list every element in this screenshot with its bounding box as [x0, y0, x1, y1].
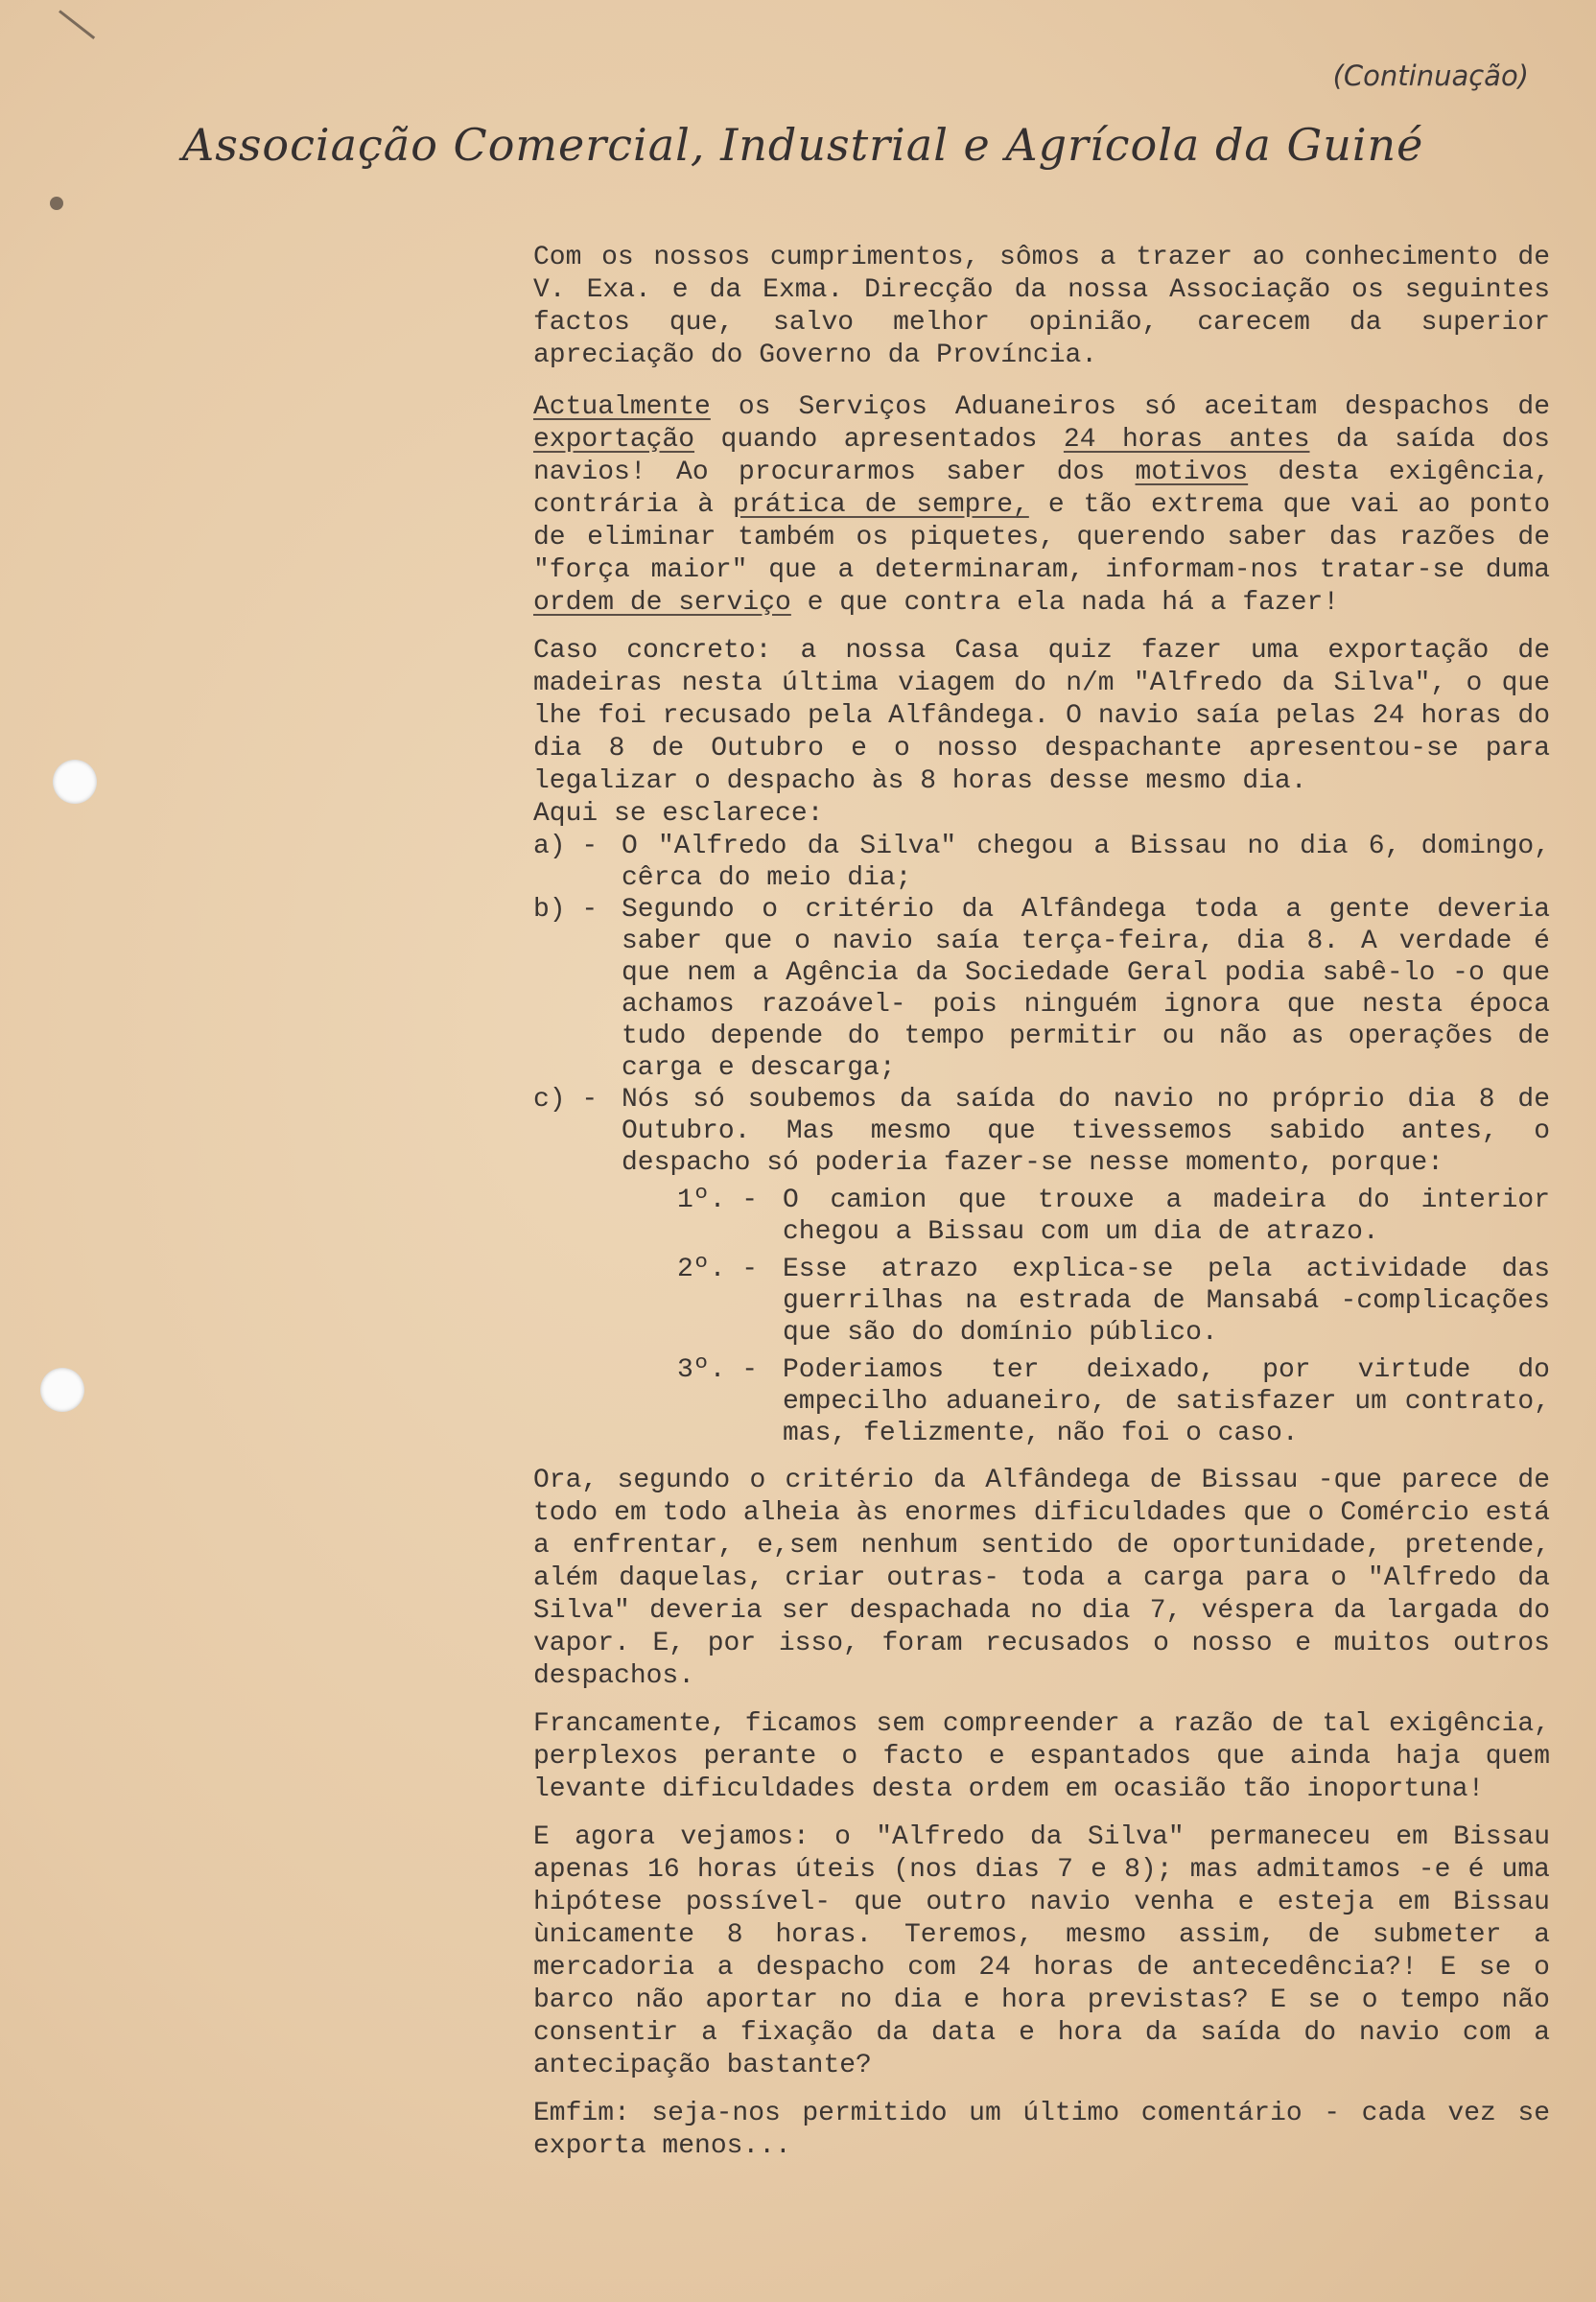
list-text: O "Alfredo da Silva" chegou a Bissau no dia 6, domingo, cêrca do meio dia; [622, 832, 1550, 893]
text-run: e que contra ela nada há a fazer! [790, 588, 1340, 618]
paragraph-1: Com os nossos cumprimentos, sômos a trazer ao conhecimento de V. Exa. e da Exma. Direcção da nossa Associação os seguintes factos que, salvo melhor opinião, carecem da superior apreciação do Governo da Província. [533, 243, 1550, 370]
paragraph-5: Francamente, ficamos sem compreender a razão de tal exigência, perplexos perante o facto e espantados que ainda haja quem levante dificuldades desta ordem em ocasião tão inoportuna! [533, 1709, 1550, 1804]
list-label: b) - [533, 895, 598, 925]
punch-hole-top [53, 760, 97, 804]
text-run: e tão extrema que vai ao ponto de eliminar também os piquetes, querendo saber das razões de "força maior" que a determinaram, informam-nos tratar-se duma [533, 490, 1550, 585]
continuation-label: (Continuação) [1332, 59, 1529, 92]
corner-mark [59, 10, 95, 39]
text-run: os Serviços Aduaneiros só aceitam despachos de [710, 392, 1550, 422]
underlined-text: prática de sempre, [733, 490, 1029, 520]
text-run: desta exigência, contrária à [533, 458, 1550, 520]
letter-body [533, 242, 1550, 2178]
sub-text: Esse atrazo explica-se pela actividade das guerrilhas na estrada de Mansabá -complicações que são do domínio público. [783, 1255, 1550, 1348]
sub-label: 2º. - [677, 1255, 759, 1284]
sub-item-3 [677, 1354, 1550, 1449]
list-item-b [533, 894, 1550, 1084]
paragraph-3: Caso concreto: a nossa Casa quiz fazer uma exportação de madeiras nesta última viagem do n/m "Alfredo da Silva", o que lhe foi recusado pela Alfândega. O navio saía pelas 24 horas do dia 8 de Outubro e o nosso despachante apresentou-se para legalizar o despacho às 8 horas desse mesmo dia. [533, 636, 1550, 796]
underlined-text: exportação [533, 425, 695, 455]
underlined-text: motivos [1135, 458, 1249, 487]
punch-hole-bottom [40, 1368, 84, 1412]
sub-text: Poderiamos ter deixado, por virtude do empecilho aduaneiro, de satisfazer um contrato, mas, felizmente, não foi o caso. [783, 1355, 1550, 1448]
sub-label: 3º. - [677, 1355, 759, 1385]
sub-item-1 [677, 1185, 1550, 1248]
underlined-text: ordem de serviço [533, 588, 791, 618]
letterhead-title: Associação Comercial, Industrial e Agrícola da Guiné [182, 119, 1424, 171]
underlined-text: 24 horas antes [1063, 425, 1310, 455]
list-intro: Aqui se esclarece: [533, 799, 824, 829]
paragraph-6: E agora vejamos: o "Alfredo da Silva" permaneceu em Bissau apenas 16 horas úteis (nos dias 7 e 8); mas admitamos -e é uma hipótese possível- que outro navio venha e esteja em Bissau ùnicamente 8 horas. Teremos, mesmo assim, de submeter a mercadoria a despacho com 24 horas de antecedência?! E se o barco não aportar no dia e hora previstas? E se o tempo não consentir a fixação da data e hora da saída do navio com a antecipação bastante? [533, 1822, 1550, 2080]
list-label: c) - [533, 1085, 598, 1115]
sub-label: 1º. - [677, 1186, 759, 1215]
sub-text: O camion que trouxe a madeira do interior chegou a Bissau com um dia de atrazo. [783, 1186, 1550, 1247]
paragraph-7: Emfim: seja-nos permitido um último comentário - cada vez se exporta menos... [533, 2099, 1550, 2161]
text-run: da saída dos navios! Ao procurarmos saber dos [533, 425, 1550, 487]
list-label: a) - [533, 832, 598, 861]
paragraph-2 [533, 391, 1550, 620]
list-item-c [533, 1084, 1550, 1179]
ink-speck [50, 197, 63, 210]
list-text: Nós só soubemos da saída do navio no próprio dia 8 de Outubro. Mas mesmo que tivessemos sabido antes, o despacho só poderia fazer-se nesse momento, porque: [622, 1085, 1550, 1178]
paragraph-4: Ora, segundo o critério da Alfândega de Bissau -que parece de todo em todo alheia às enormes dificuldades que o Comércio está a enfrentar, e,sem nenhum sentido de oportunidade, pretende, além daquelas, criar outras- toda a carga para o "Alfredo da Silva" deveria ser despachada no dia 7, véspera da largada do vapor. E, por isso, foram recusados o nosso e muitos outros despachos. [533, 1466, 1550, 1691]
list-item-a [533, 831, 1550, 894]
sub-item-2 [677, 1254, 1550, 1349]
list-text: Segundo o critério da Alfândega toda a gente deveria saber que o navio saía terça-feira, dia 8. A verdade é que nem a Agência da Sociedade Geral podia sabê-lo -o que achamos razoável- pois ninguém ignora que nesta época tudo depende do tempo permitir ou não as operações de carga e descarga; [622, 895, 1550, 1083]
underlined-text: Actualmente [533, 392, 711, 422]
text-run: quando apresentados [694, 425, 1064, 455]
